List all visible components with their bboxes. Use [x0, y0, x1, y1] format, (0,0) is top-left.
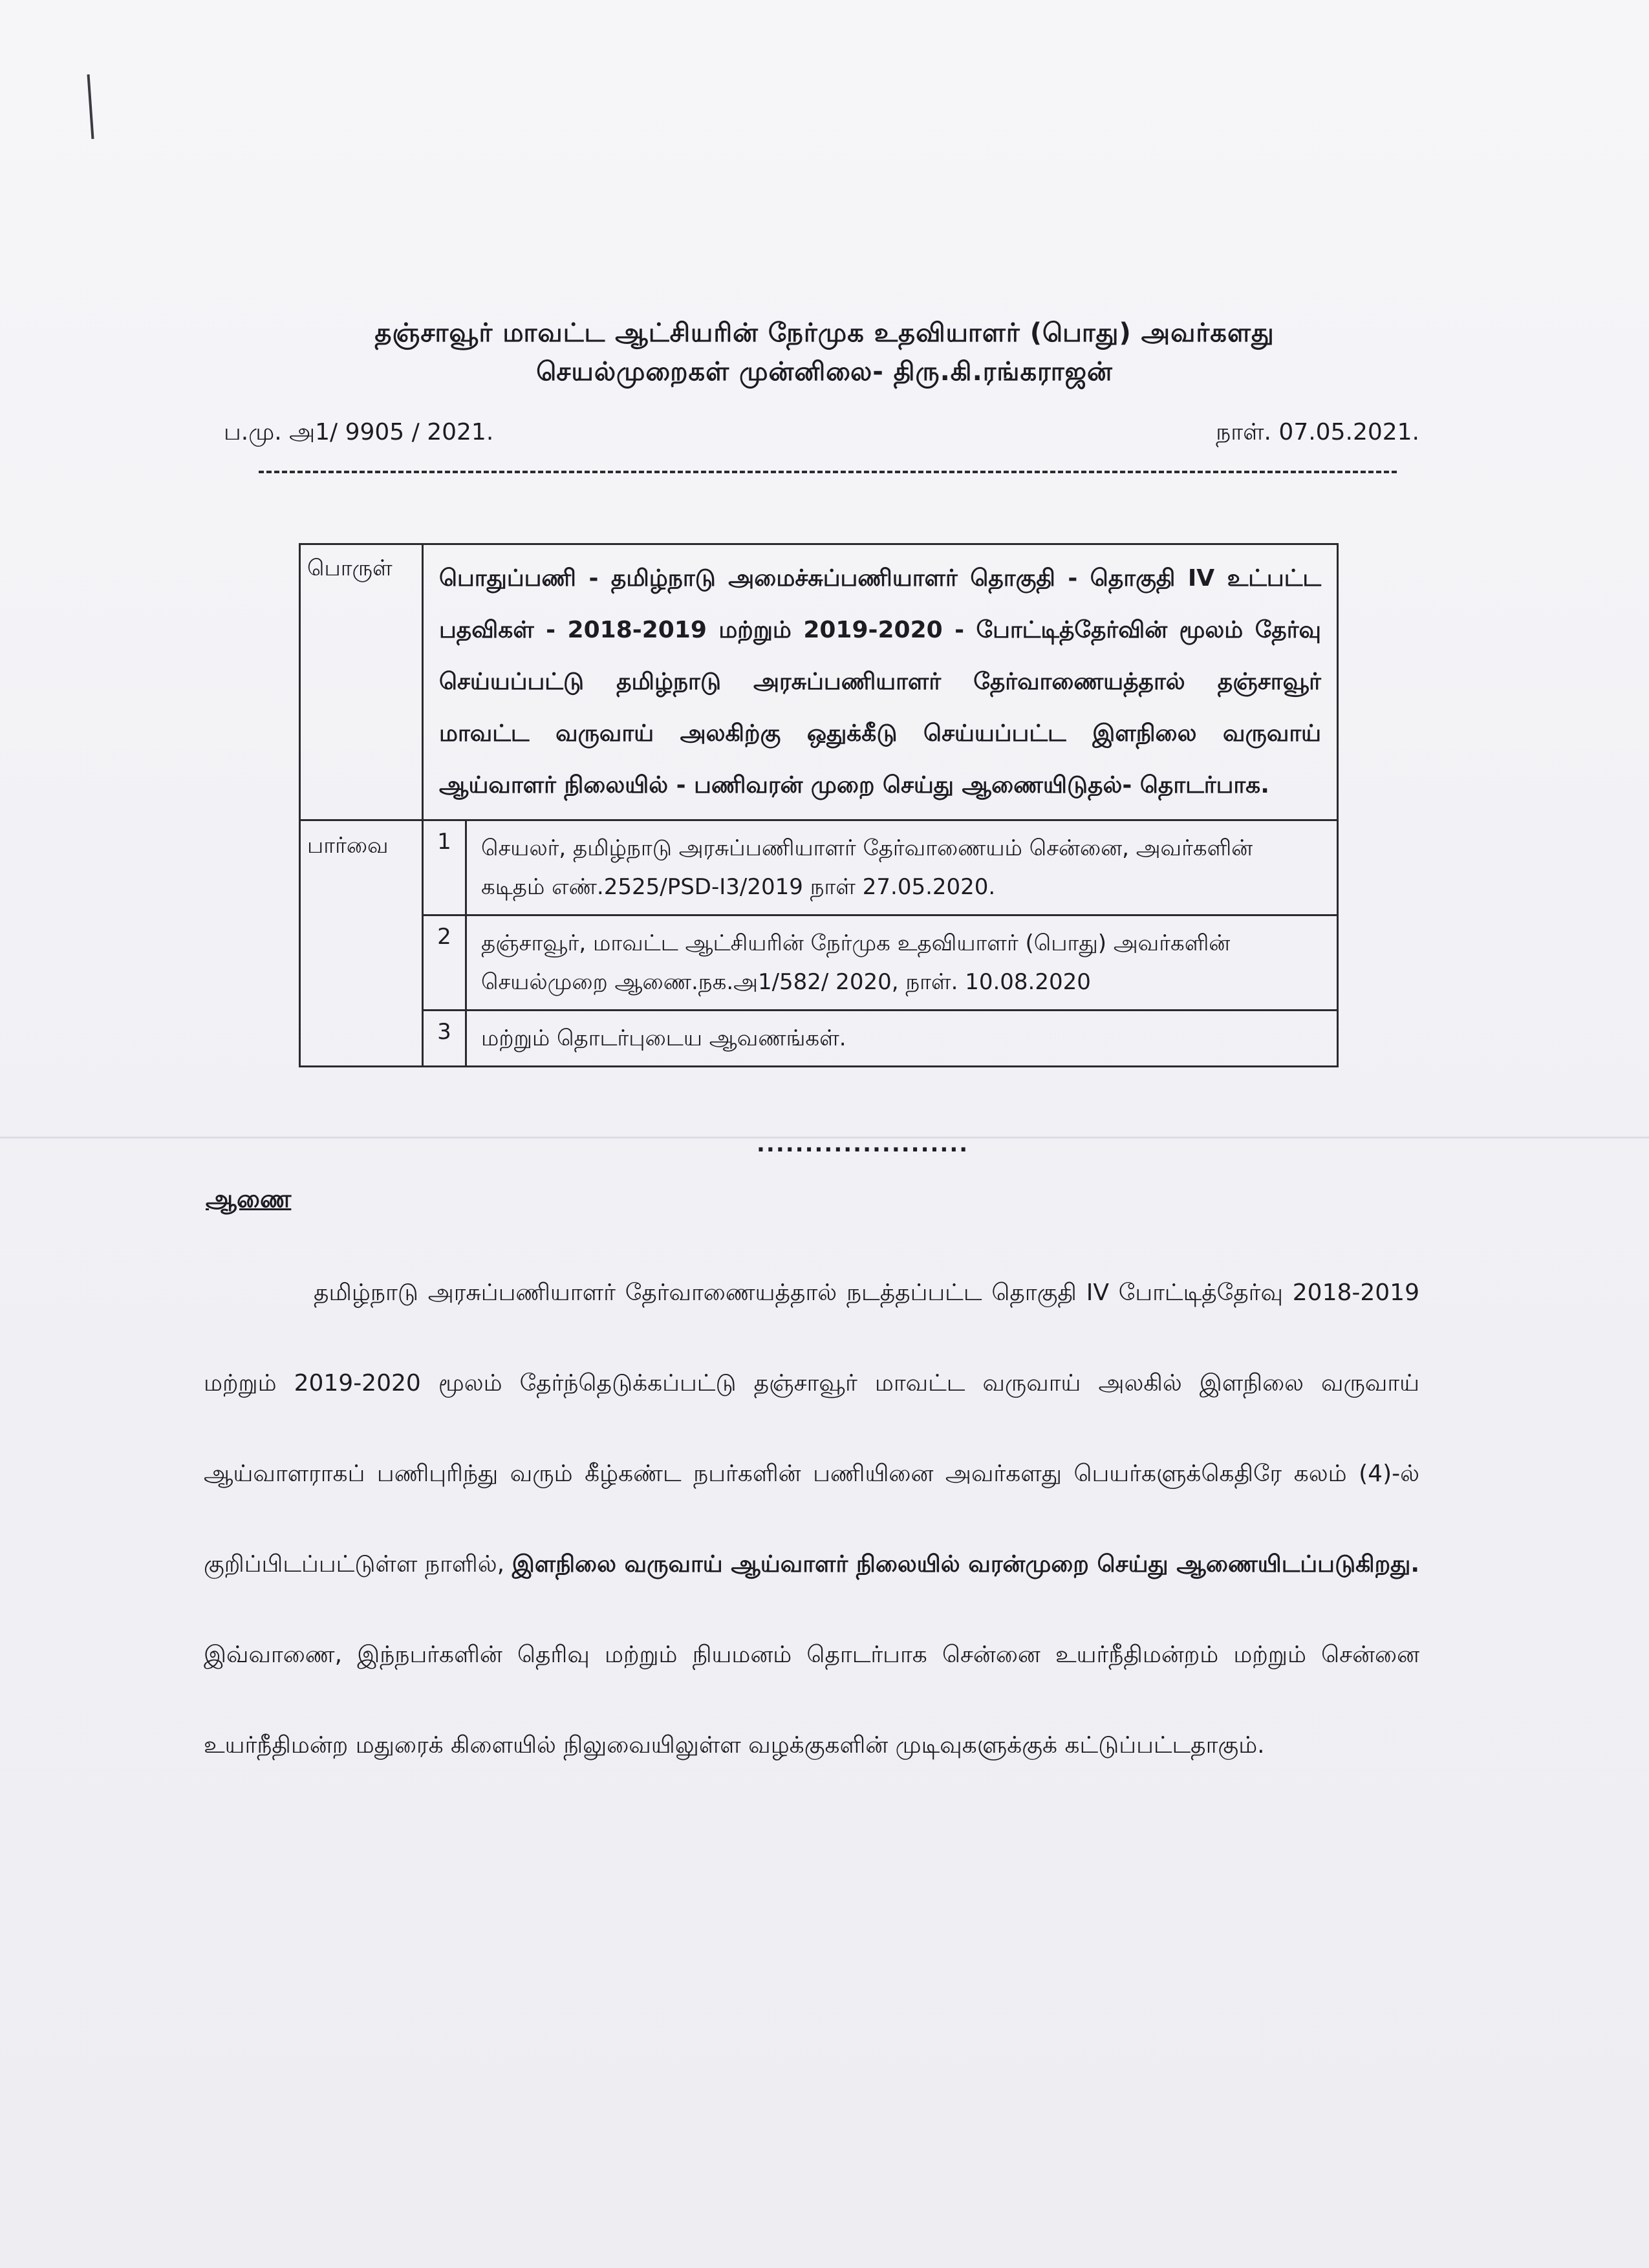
reference-text: மற்றும் தொடர்புடைய ஆவணங்கள்.: [481, 1025, 846, 1051]
reference-number: 2: [424, 916, 467, 1009]
document-date: நாள். 07.05.2021.: [1216, 419, 1419, 445]
reference-item: [424, 916, 1337, 1011]
order-text-part2: இவ்வாணை, இந்நபர்களின் தெரிவு மற்றும் நியமனம் தொடர்பாக சென்னை உயர்நீதிமன்றம் மற்றும் சென்னை உயர்நீதிமன்ற மதுரைக் கிளையில் நிலுவையிலுள்ள வழக்குகளின் முடிவுகளுக்குக் கட்டுப்பட்டதாகும்.: [204, 1642, 1419, 1759]
references-list: [424, 821, 1337, 1065]
order-heading: ஆணை: [206, 1184, 292, 1213]
reference-text: தஞ்சாவூர், மாவட்ட ஆட்சியரின் நேர்முக உதவியாளர் (பொது) அவர்களின் செயல்முறை ஆணை.நக.அ1/582/ 2020, நாள். 10.08.2020: [481, 930, 1231, 995]
reference-number: 1: [424, 821, 467, 914]
order-text-part1: தமிழ்நாடு அரசுப்பணியாளர் தேர்வாணையத்தால் நடத்தப்பட்ட தொகுதி IV போட்டித்தேர்வு 2018-2019 மற்றும் 2019-2020 மூலம் தேர்ந்தெடுக்கப்பட்டு தஞ்சாவூர் மாவட்ட வருவாய் அலகில் இளநிலை வருவாய் ஆய்வாளராகப் பணிபுரிந்து வரும் கீழ்கண்ட நபர்களின் பணியினை அவர்களது பெயர்களுக்கெதிரே கலம் (4)-ல் குறிப்பிடப்பட்டுள்ள நாளில்,: [204, 1279, 1419, 1578]
dotted-separator: ......................: [757, 1131, 969, 1157]
reference-number: 3: [424, 1011, 467, 1065]
subject-row: [301, 545, 1337, 821]
file-number: ப.மு. அ1/ 9905 / 2021.: [224, 419, 494, 445]
subject-label: பொருள்: [301, 545, 424, 819]
reference-item: [424, 821, 1337, 916]
document-title-line2: செயல்முறைகள் முன்னிலை- திரு.கி.ரங்கராஜன்: [536, 357, 1113, 387]
order-paragraph: [204, 1248, 1419, 1791]
pen-mark: [87, 74, 94, 139]
references-label: பார்வை: [301, 821, 424, 1065]
reference-text: செயலர், தமிழ்நாடு அரசுப்பணியாளர் தேர்வாணையம் சென்னை, அவர்களின் கடிதம் எண்.2525/PSD-I3/2019 நாள் 27.05.2020.: [481, 835, 1253, 900]
reference-item: [424, 1011, 1337, 1065]
subject-text: பொதுப்பணி - தமிழ்நாடு அமைச்சுப்பணியாளர் தொகுதி - தொகுதி IV உட்பட்ட பதவிகள் - 2018-2019 மற்றும் 2019-2020 - போட்டித்தேர்வின் மூலம் தேர்வு செய்யப்பட்டு தமிழ்நாடு அரசுப்பணியாளர் தேர்வாணையத்தால் தஞ்சாவூர் மாவட்ட வருவாய் அலகிற்கு ஒதுக்கீடு செய்யப்பட்ட இளநிலை வருவாய் ஆய்வாளர் நிலையில் - பணிவரன் முறை செய்து ஆணையிடுதல்- தொடர்பாக.: [439, 565, 1321, 798]
order-text-bold: இளநிலை வருவாய் ஆய்வாளர் நிலையில் வரன்முறை செய்து ஆணையிடப்படுகிறது.: [512, 1551, 1419, 1578]
dashed-divider: [259, 471, 1397, 473]
subject-reference-table: [299, 543, 1339, 1067]
document-title-line1: தஞ்சாவூர் மாவட்ட ஆட்சியரின் நேர்முக உதவியாளர் (பொது) அவர்களது: [374, 318, 1275, 348]
references-row: [301, 821, 1337, 1065]
